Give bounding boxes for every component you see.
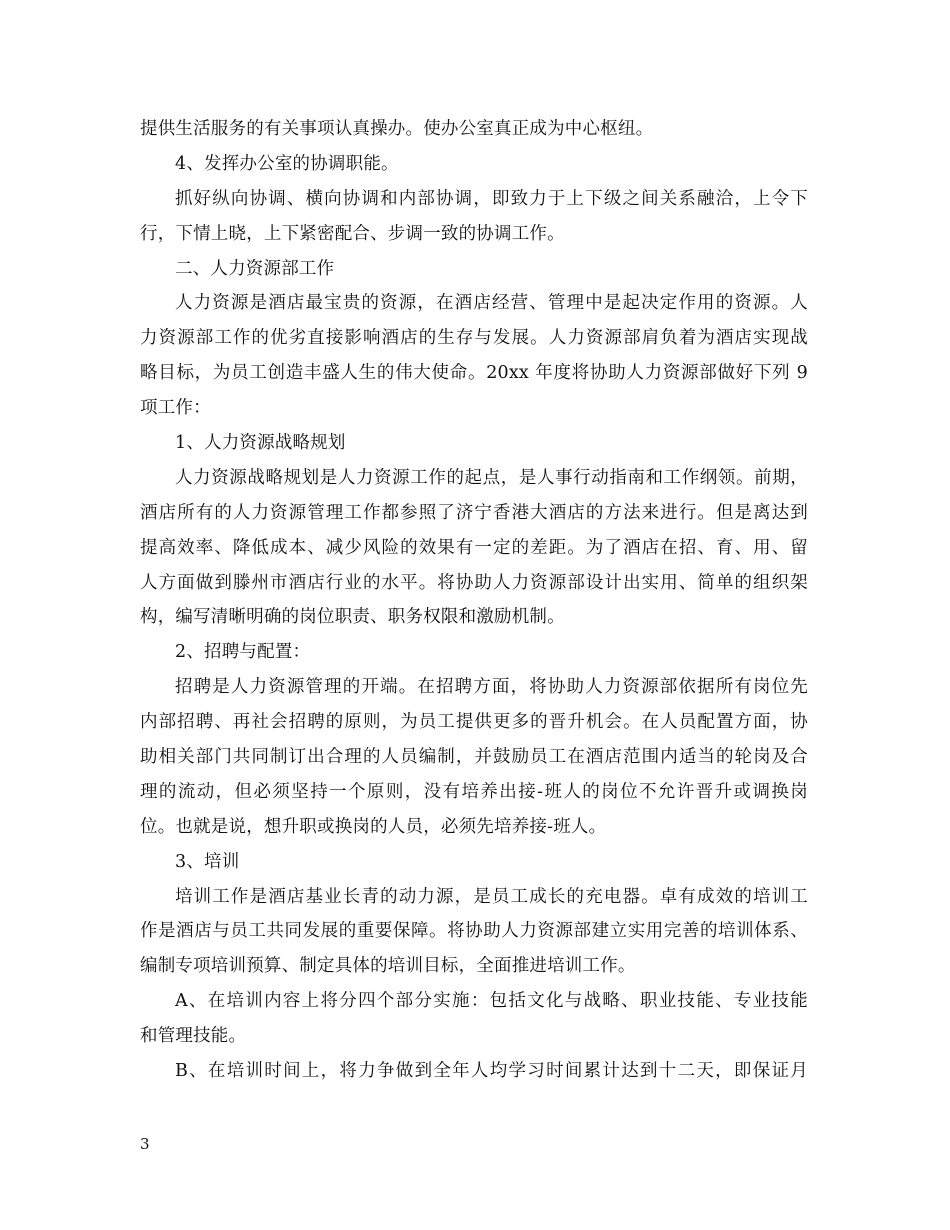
text-line: 2、招聘与配置： — [175, 642, 311, 663]
text-line: 1、人力资源战略规划 — [175, 433, 346, 454]
text-line: A、在培训内容上将分四个部分实施：包括文化与战略、职业技能、专业技能 — [175, 991, 808, 1012]
text-line: 作是酒店与员工共同发展的重要保障。将协助人力资源部建立实用完善的培训体系、 — [140, 921, 808, 942]
text-line: 项工作： — [140, 398, 211, 419]
text-line: 二、人力资源部工作 — [175, 258, 335, 279]
text-line: 人方面做到滕州市酒店行业的水平。将协助人力资源部设计出实用、简单的组织架 — [140, 572, 808, 593]
page-number: 3 — [140, 1135, 150, 1153]
text-line: 招聘是人力资源管理的开端。在招聘方面，将协助人力资源部依据所有岗位先 — [175, 677, 808, 698]
text-line: 提供生活服务的有关事项认真操办。使办公室真正成为中心枢纽。 — [140, 119, 654, 139]
text-line: B、在培训时间上，将力争做到全年人均学习时间累计达到十二天，即保证月 — [175, 1061, 808, 1082]
text-line: 提高效率、降低成本、减少风险的效果有一定的差距。为了酒店在招、育、用、留 — [140, 537, 808, 558]
text-line: 位。也就是说，想升职或换岗的人员，必须先培养接-班人。 — [140, 816, 607, 837]
text-line: 人力资源战略规划是人力资源工作的起点，是人事行动指南和工作纲领。前期， — [175, 467, 808, 488]
text-line: 抓好纵向协调、横向协调和内部协调，即致力于上下级之间关系融洽，上令下 — [175, 188, 808, 209]
text-line: 酒店所有的人力资源管理工作都参照了济宁香港大酒店的方法来进行。但是离达到 — [140, 502, 808, 523]
text-line: 4、发挥办公室的协调职能。 — [175, 153, 399, 174]
text-line: 3、培训 — [175, 851, 240, 872]
text-line: 内部招聘、再社会招聘的原则，为员工提供更多的晋升机会。在人员配置方面，协 — [140, 712, 808, 733]
document-body — [140, 112, 808, 1089]
text-line: 理的流动，但必须坚持一个原则，没有培养出接-班人的岗位不允许晋升或调换岗 — [140, 781, 808, 802]
text-line: 培训工作是酒店基业长青的动力源，是员工成长的充电器。卓有成效的培训工 — [175, 886, 808, 907]
text-line: 力资源部工作的优劣直接影响酒店的生存与发展。人力资源部肩负着为酒店实现战 — [140, 328, 808, 349]
text-line: 编制专项培训预算、制定具体的培训目标，全面推进培训工作。 — [140, 956, 636, 977]
text-line: 略目标，为员工创造丰盛人生的伟大使命。20xx 年度将协助人力资源部做好下列 9 — [140, 363, 808, 384]
text-line: 助相关部门共同制订出合理的人员编制，并鼓励员工在酒店范围内适当的轮岗及合 — [140, 747, 808, 768]
text-line: 行，下情上晓，上下紧密配合、步调一致的协调工作。 — [140, 223, 565, 244]
text-line: 和管理技能。 — [140, 1026, 247, 1047]
text-line: 人力资源是酒店最宝贵的资源，在酒店经营、管理中是起决定作用的资源。人 — [175, 293, 808, 314]
text-line: 构，编写清晰明确的岗位职责、职务权限和激励机制。 — [140, 607, 565, 628]
